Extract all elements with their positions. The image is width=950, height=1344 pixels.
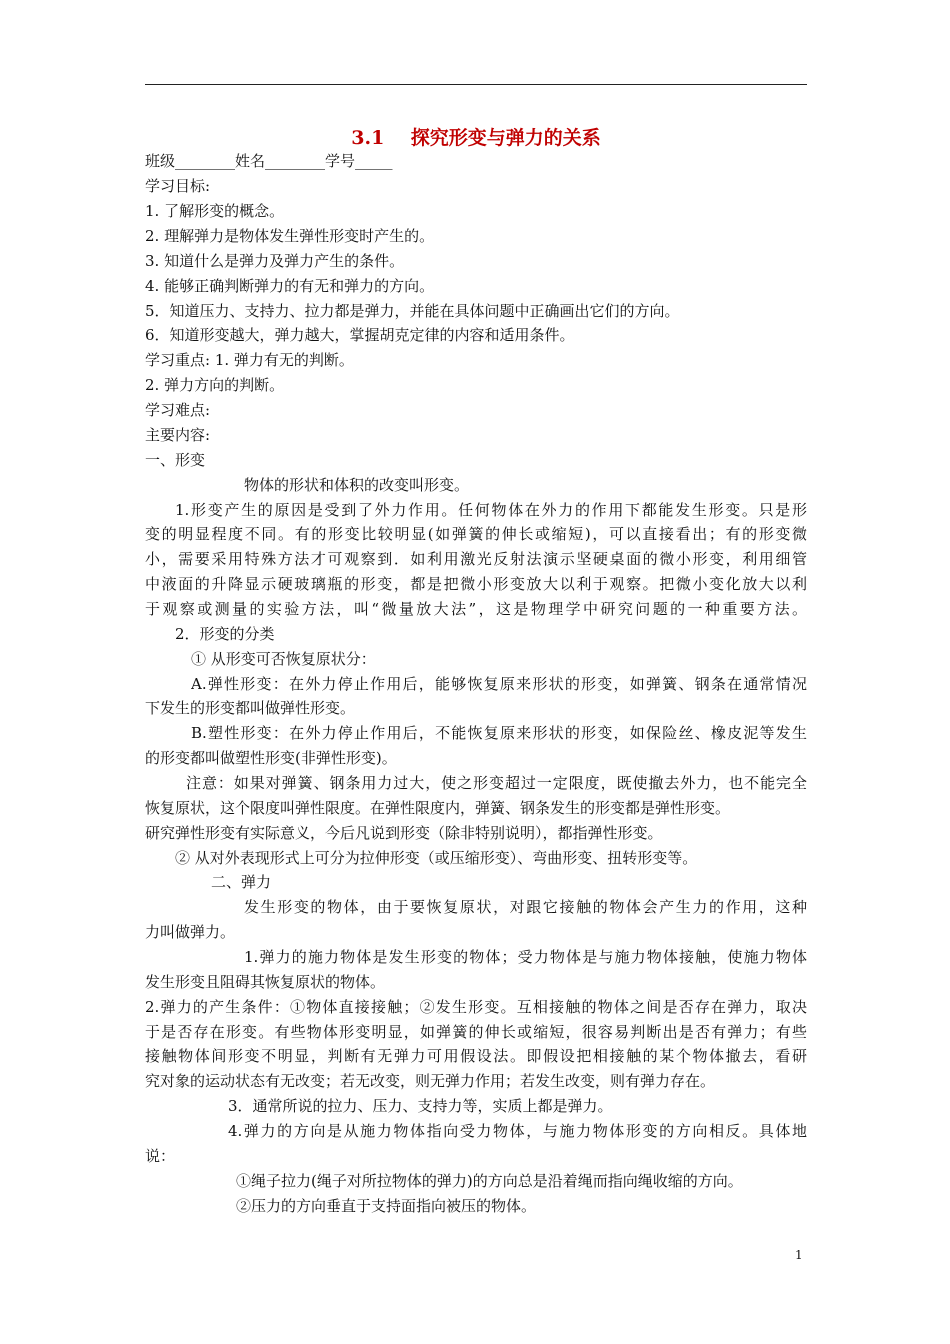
objective-item: 4. 能够正确判断弹力的有无和弹力的方向。 xyxy=(145,277,435,295)
paragraph-line: 2.弹力的产生条件：①物体直接接触；②发生形变。互相接触的物体之间是否存在弹力，取决 xyxy=(145,998,807,1016)
objective-item: 6．知道形变越大，弹力越大，掌握胡克定律的内容和适用条件。 xyxy=(145,326,575,344)
objectives-heading: 学习目标: xyxy=(145,177,211,195)
paragraph-line: A.弹性形变：在外力停止作用后，能够恢复原来形状的形变，如弹簧、钢条在通常情况 xyxy=(191,675,807,693)
paragraph-line: 究对象的运动状态有无改变；若无改变，则无弹力作用；若发生改变，则有弹力存在。 xyxy=(145,1072,716,1090)
key-points-line: 学习重点: 1. 弹力有无的判断。 xyxy=(145,351,354,369)
objective-item: 1. 了解形变的概念。 xyxy=(145,202,285,220)
page-title: 3.1 探究形变与弹力的关系 xyxy=(351,127,601,149)
paragraph-line: 中液面的升降显示硬玻璃瓶的形变，都是把微小形变放大以利于观察。把微小变化放大以利 xyxy=(145,575,807,593)
paragraph-line: 1.弹力的施力物体是发生形变的物体；受力物体是与施力物体接触，使施力物体 xyxy=(244,948,807,966)
list-item: ①绳子拉力(绳子对所拉物体的弹力)的方向总是沿着绳而指向绳收缩的方向。 xyxy=(236,1172,743,1190)
paragraph-line: B.塑性形变：在外力停止作用后，不能恢复原来形状的形变，如保险丝、橡皮泥等发生 xyxy=(191,724,807,742)
list-item: ②压力的方向垂直于支持面指向被压的物体。 xyxy=(236,1197,537,1215)
header-rule xyxy=(145,84,807,85)
note-line: 注意：如果对弹簧、钢条用力过大，使之形变超过一定限度，既使撤去外力，也不能完全 xyxy=(186,774,807,792)
paragraph-line: 于是否存在形变。有些物体形变明显，如弹簧的伸长或缩短，很容易判断出是否有弹力；有些 xyxy=(145,1023,807,1041)
paragraph-line: 发生形变且阻碍其恢复原状的物体。 xyxy=(145,973,386,991)
subheading: ① 从形变可否恢复原状分： xyxy=(191,650,376,668)
section-heading: 一、形变 xyxy=(145,451,206,469)
paragraph-line: 于观察或测量的实验方法，叫“微量放大法”，这是物理学中研究问题的一种重要方法。 xyxy=(145,600,807,618)
paragraph-line: 接触物体间形变不明显，判断有无弹力可用假设法。即假设把相接触的某个物体撤去，看研 xyxy=(145,1047,807,1065)
subheading: 2．形变的分类 xyxy=(175,625,275,643)
paragraph-line: 4.弹力的方向是从施力物体指向受力物体，与施力物体形变的方向相反。具体地 xyxy=(228,1122,807,1140)
paragraph-line: 的形变都叫做塑性形变(非弹性形变)。 xyxy=(145,749,397,767)
objective-item: 3. 知道什么是弹力及弹力产生的条件。 xyxy=(145,252,405,270)
student-info-line: 班级________姓名________学号_____ xyxy=(145,152,393,170)
definition-line: 力叫做弹力。 xyxy=(145,923,236,941)
classification-line: ② 从对外表现形式上可分为拉伸形变（或压缩形变）、弯曲形变、扭转形变等。 xyxy=(175,849,698,867)
paragraph-line: 下发生的形变都叫做弹性形变。 xyxy=(145,699,356,717)
content-heading: 主要内容: xyxy=(145,426,211,444)
page-number: 1 xyxy=(795,1248,803,1262)
difficulties-heading: 学习难点: xyxy=(145,401,211,419)
objective-item: 5．知道压力、支持力、拉力都是弹力，并能在具体问题中正确画出它们的方向。 xyxy=(145,302,680,320)
paragraph-line: 说： xyxy=(145,1147,176,1165)
definition-line: 物体的形状和体积的改变叫形变。 xyxy=(244,476,470,494)
note-line: 恢复原状，这个限度叫弹性限度。在弹性限度内，弹簧、钢条发生的形变都是弹性形变。 xyxy=(145,799,731,817)
paragraph-line: 变的明显程度不同。有的形变比较明显(如弹簧的伸长或缩短)，可以直接看出；有的形变微 xyxy=(145,525,807,543)
section-heading: 二、弹力 xyxy=(211,873,272,891)
paragraph-line: 小，需要采用特殊方法才可观察到．如利用激光反射法演示坚硬桌面的微小形变，利用细管 xyxy=(145,550,807,568)
note-line: 研究弹性形变有实际意义，今后凡说到形变（除非特别说明），都指弹性形变。 xyxy=(145,824,663,842)
definition-line: 发生形变的物体，由于要恢复原状，对跟它接触的物体会产生力的作用，这种 xyxy=(244,898,807,916)
objective-item: 2. 理解弹力是物体发生弹性形变时产生的。 xyxy=(145,227,435,245)
key-points-line: 2. 弹力方向的判断。 xyxy=(145,376,285,394)
paragraph-line: 3．通常所说的拉力、压力、支持力等，实质上都是弹力。 xyxy=(228,1097,613,1115)
paragraph-line: 1.形变产生的原因是受到了外力作用。任何物体在外力的作用下都能发生形变。只是形 xyxy=(175,501,807,519)
